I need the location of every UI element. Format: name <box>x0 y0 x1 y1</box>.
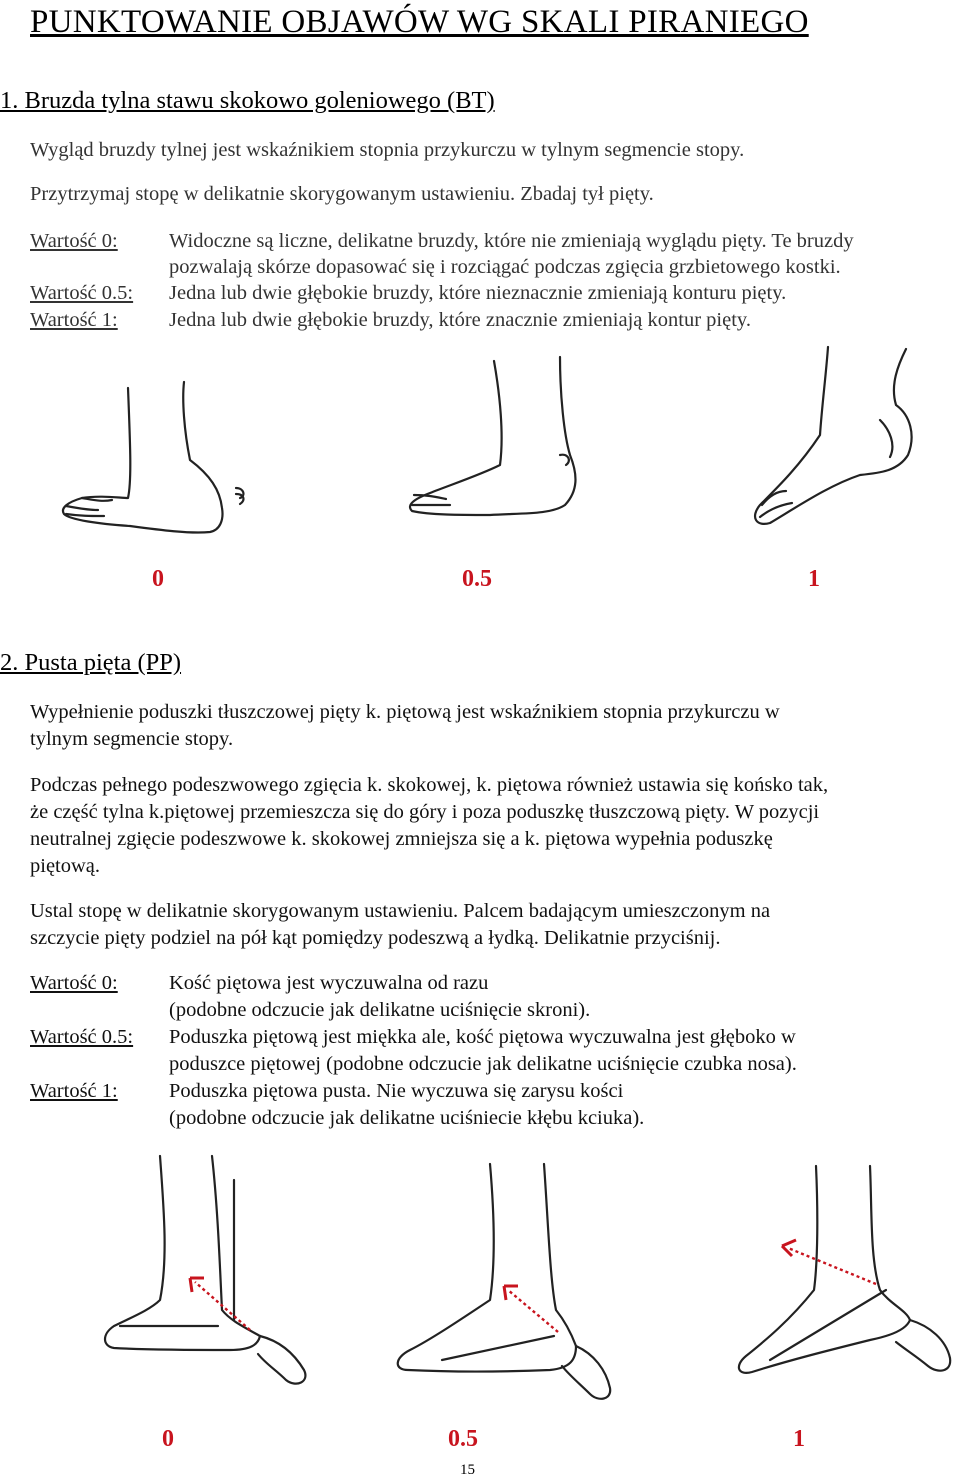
s2-score0-label: Wartość 0: <box>30 972 118 994</box>
s1-score1-text: Jedna lub dwie głębokie bruzdy, które znacznie zmieniają kontur pięty. <box>169 309 751 331</box>
section1-heading: 1. Bruzda tylna stawu skokowo goleniowego (BT) <box>0 87 495 114</box>
s2-para2-line2: że część tylna k.piętowej przemieszcza się do góry i poza poduszkę tłuszczową pięty. W pozycji <box>30 801 820 823</box>
s1-score0-text1: Widoczne są liczne, delikatne bruzdy, które nie zmieniają wyglądu pięty. Te bruzdy <box>169 230 854 252</box>
s2-figure-label-0: 0 <box>162 1426 174 1452</box>
s2-score0-text2: (podobne odczucie jak delikatne uciśnięcie skroni). <box>169 999 591 1021</box>
s1-score05-text: Jedna lub dwie głębokie bruzdy, które nieznacznie zmieniają konturu pięty. <box>169 282 787 304</box>
s1-score05-label: Wartość 0.5: <box>30 282 134 304</box>
s2-score1-label: Wartość 1: <box>30 1080 118 1102</box>
foot-illustration-bt-05 <box>400 355 600 535</box>
s2-score1-text2: (podobne odczucie jak delikatne uciśniecie kłębu kciuka). <box>169 1107 645 1129</box>
s2-para2-line3: neutralnej zgięcie podeszwowe k. skokowej zmniejsza się a k. piętowa wypełnia poduszkę <box>30 828 773 850</box>
s2-para2-line4: piętową. <box>30 855 101 877</box>
s2-score05-text2: poduszce piętowej (podobne odczucie jak delikatne uciśnięcie czubka nosa). <box>169 1053 797 1075</box>
foot-illustration-bt-1 <box>730 345 930 545</box>
page-number: 15 <box>460 1462 475 1478</box>
s2-figure-label-05: 0.5 <box>448 1426 478 1452</box>
s1-score1-label: Wartość 1: <box>30 309 118 331</box>
page-title: PUNKTOWANIE OBJAWÓW WG SKALI PIRANIEGO <box>30 4 809 40</box>
s1-figure-label-1: 1 <box>808 566 820 592</box>
s1-figure-label-0: 0 <box>152 566 164 592</box>
s2-para3-line2: szczycie pięty podziel na pół kąt pomiędzy podeszwą a łydką. Delikatnie przyciśnij. <box>30 927 721 949</box>
foot-illustration-pp-05 <box>380 1160 620 1430</box>
section2-heading: 2. Pusta pięta (PP) <box>0 649 182 676</box>
s2-figure-label-1: 1 <box>793 1426 805 1452</box>
s1-figure-label-05: 0.5 <box>462 566 492 592</box>
s2-score1-text1: Poduszka piętowa pusta. Nie wyczuwa się zarysu kości <box>169 1080 624 1102</box>
s1-score0-label: Wartość 0: <box>30 230 118 252</box>
s2-para1-line1: Wypełnienie poduszki tłuszczowej pięty k. piętową jest wskaźnikiem stopnia przykurczu w <box>30 701 780 723</box>
s2-score0-text1: Kość piętowa jest wyczuwalna od razu <box>169 972 489 994</box>
foot-illustration-pp-1 <box>710 1160 960 1420</box>
s1-score0-text2: pozwalają skórze dopasować się i rozciągać podczas zgięcia grzbietowego kostki. <box>169 256 841 278</box>
s2-score05-label: Wartość 0.5: <box>30 1026 134 1048</box>
section1-intro2: Przytrzymaj stopę w delikatnie skorygowanym ustawieniu. Zbadaj tył pięty. <box>30 183 654 205</box>
foot-illustration-pp-0 <box>100 1150 330 1420</box>
s2-para1-line2: tylnym segmencie stopy. <box>30 728 234 750</box>
foot-illustration-bt-0 <box>60 380 260 560</box>
section1-intro1: Wygląd bruzdy tylnej jest wskaźnikiem stopnia przykurczu w tylnym segmencie stopy. <box>30 139 745 161</box>
s2-para2-line1: Podczas pełnego podeszwowego zgięcia k. skokowej, k. piętowa również ustawia się końsko tak, <box>30 774 829 796</box>
s2-para3-line1: Ustal stopę w delikatnie skorygowanym ustawieniu. Palcem badającym umieszczonym na <box>30 900 771 922</box>
s2-score05-text1: Poduszka piętową jest miękka ale, kość piętowa wyczuwalna jest głęboko w <box>169 1026 796 1048</box>
